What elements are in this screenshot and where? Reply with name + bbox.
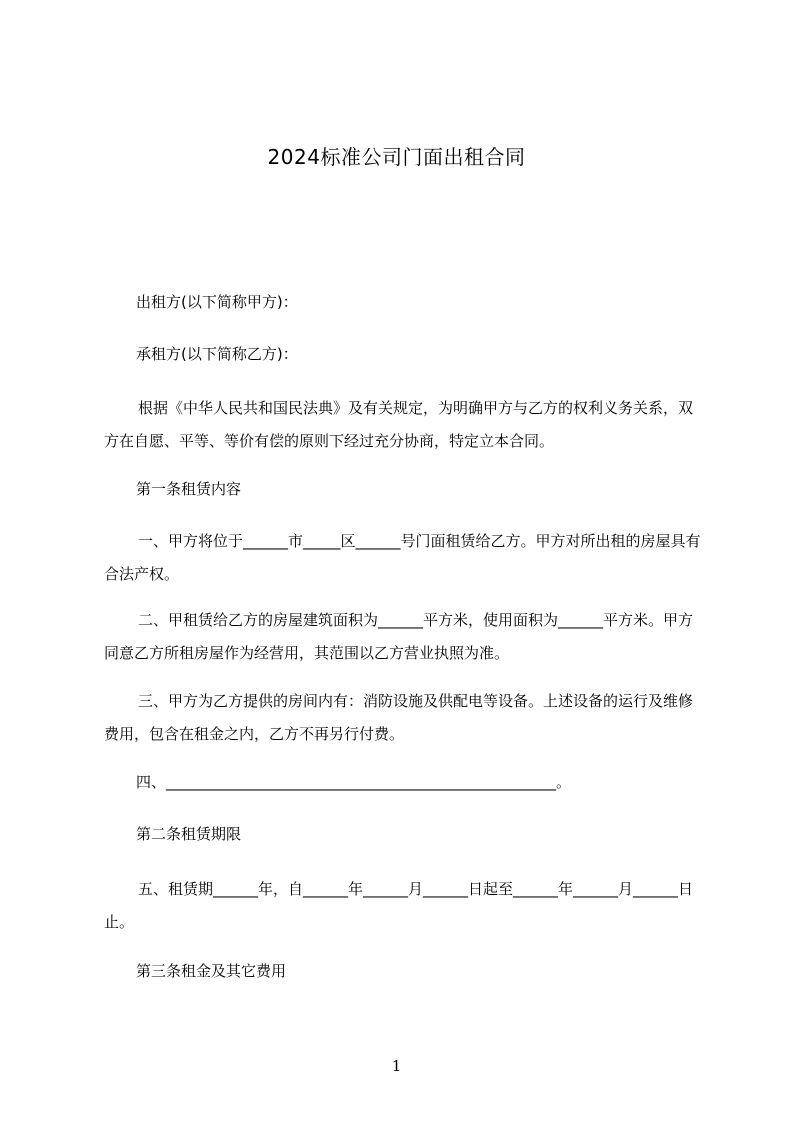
clause3-paragraph: 三、甲方为乙方提供的房间内有：消防设施及供配电等设备。上述设备的运行及维修费用，包含在租金之内，乙方不再另行付费。 <box>104 692 694 743</box>
clause5-paragraph: 五、租赁期______年，自______年______月______日起至______年______月______日止。 <box>104 880 694 931</box>
clause1-paragraph: 一、甲方将位于______市_____区______号门面租赁给乙方。甲方对所出租的房屋具有合法产权。 <box>104 532 701 583</box>
document-title: 2024标准公司门面出租合同 <box>267 145 526 169</box>
lessee-line: 承租方(以下简称乙方)： <box>136 345 298 363</box>
article2-heading: 第二条租赁期限 <box>136 825 242 843</box>
preamble-paragraph: 根据《中华人民共和国民法典》及有关规定，为明确甲方与乙方的权利义务关系，双方在自愿、平等、等价有偿的原则下经过充分协商，特定立本合同。 <box>104 399 694 450</box>
article3-heading: 第三条租金及其它费用 <box>136 962 287 980</box>
lessor-line: 出租方(以下简称甲方)： <box>136 293 298 311</box>
page-number: 1 <box>391 1057 402 1075</box>
clause2-paragraph: 二、甲租赁给乙方的房屋建筑面积为______平方米，使用面积为______平方米。甲方同意乙方所租房屋作为经营用，其范围以乙方营业执照为准。 <box>104 611 694 662</box>
clause4-line: 四、____________________________________________________。 <box>136 773 572 791</box>
article1-heading: 第一条租赁内容 <box>136 480 242 498</box>
